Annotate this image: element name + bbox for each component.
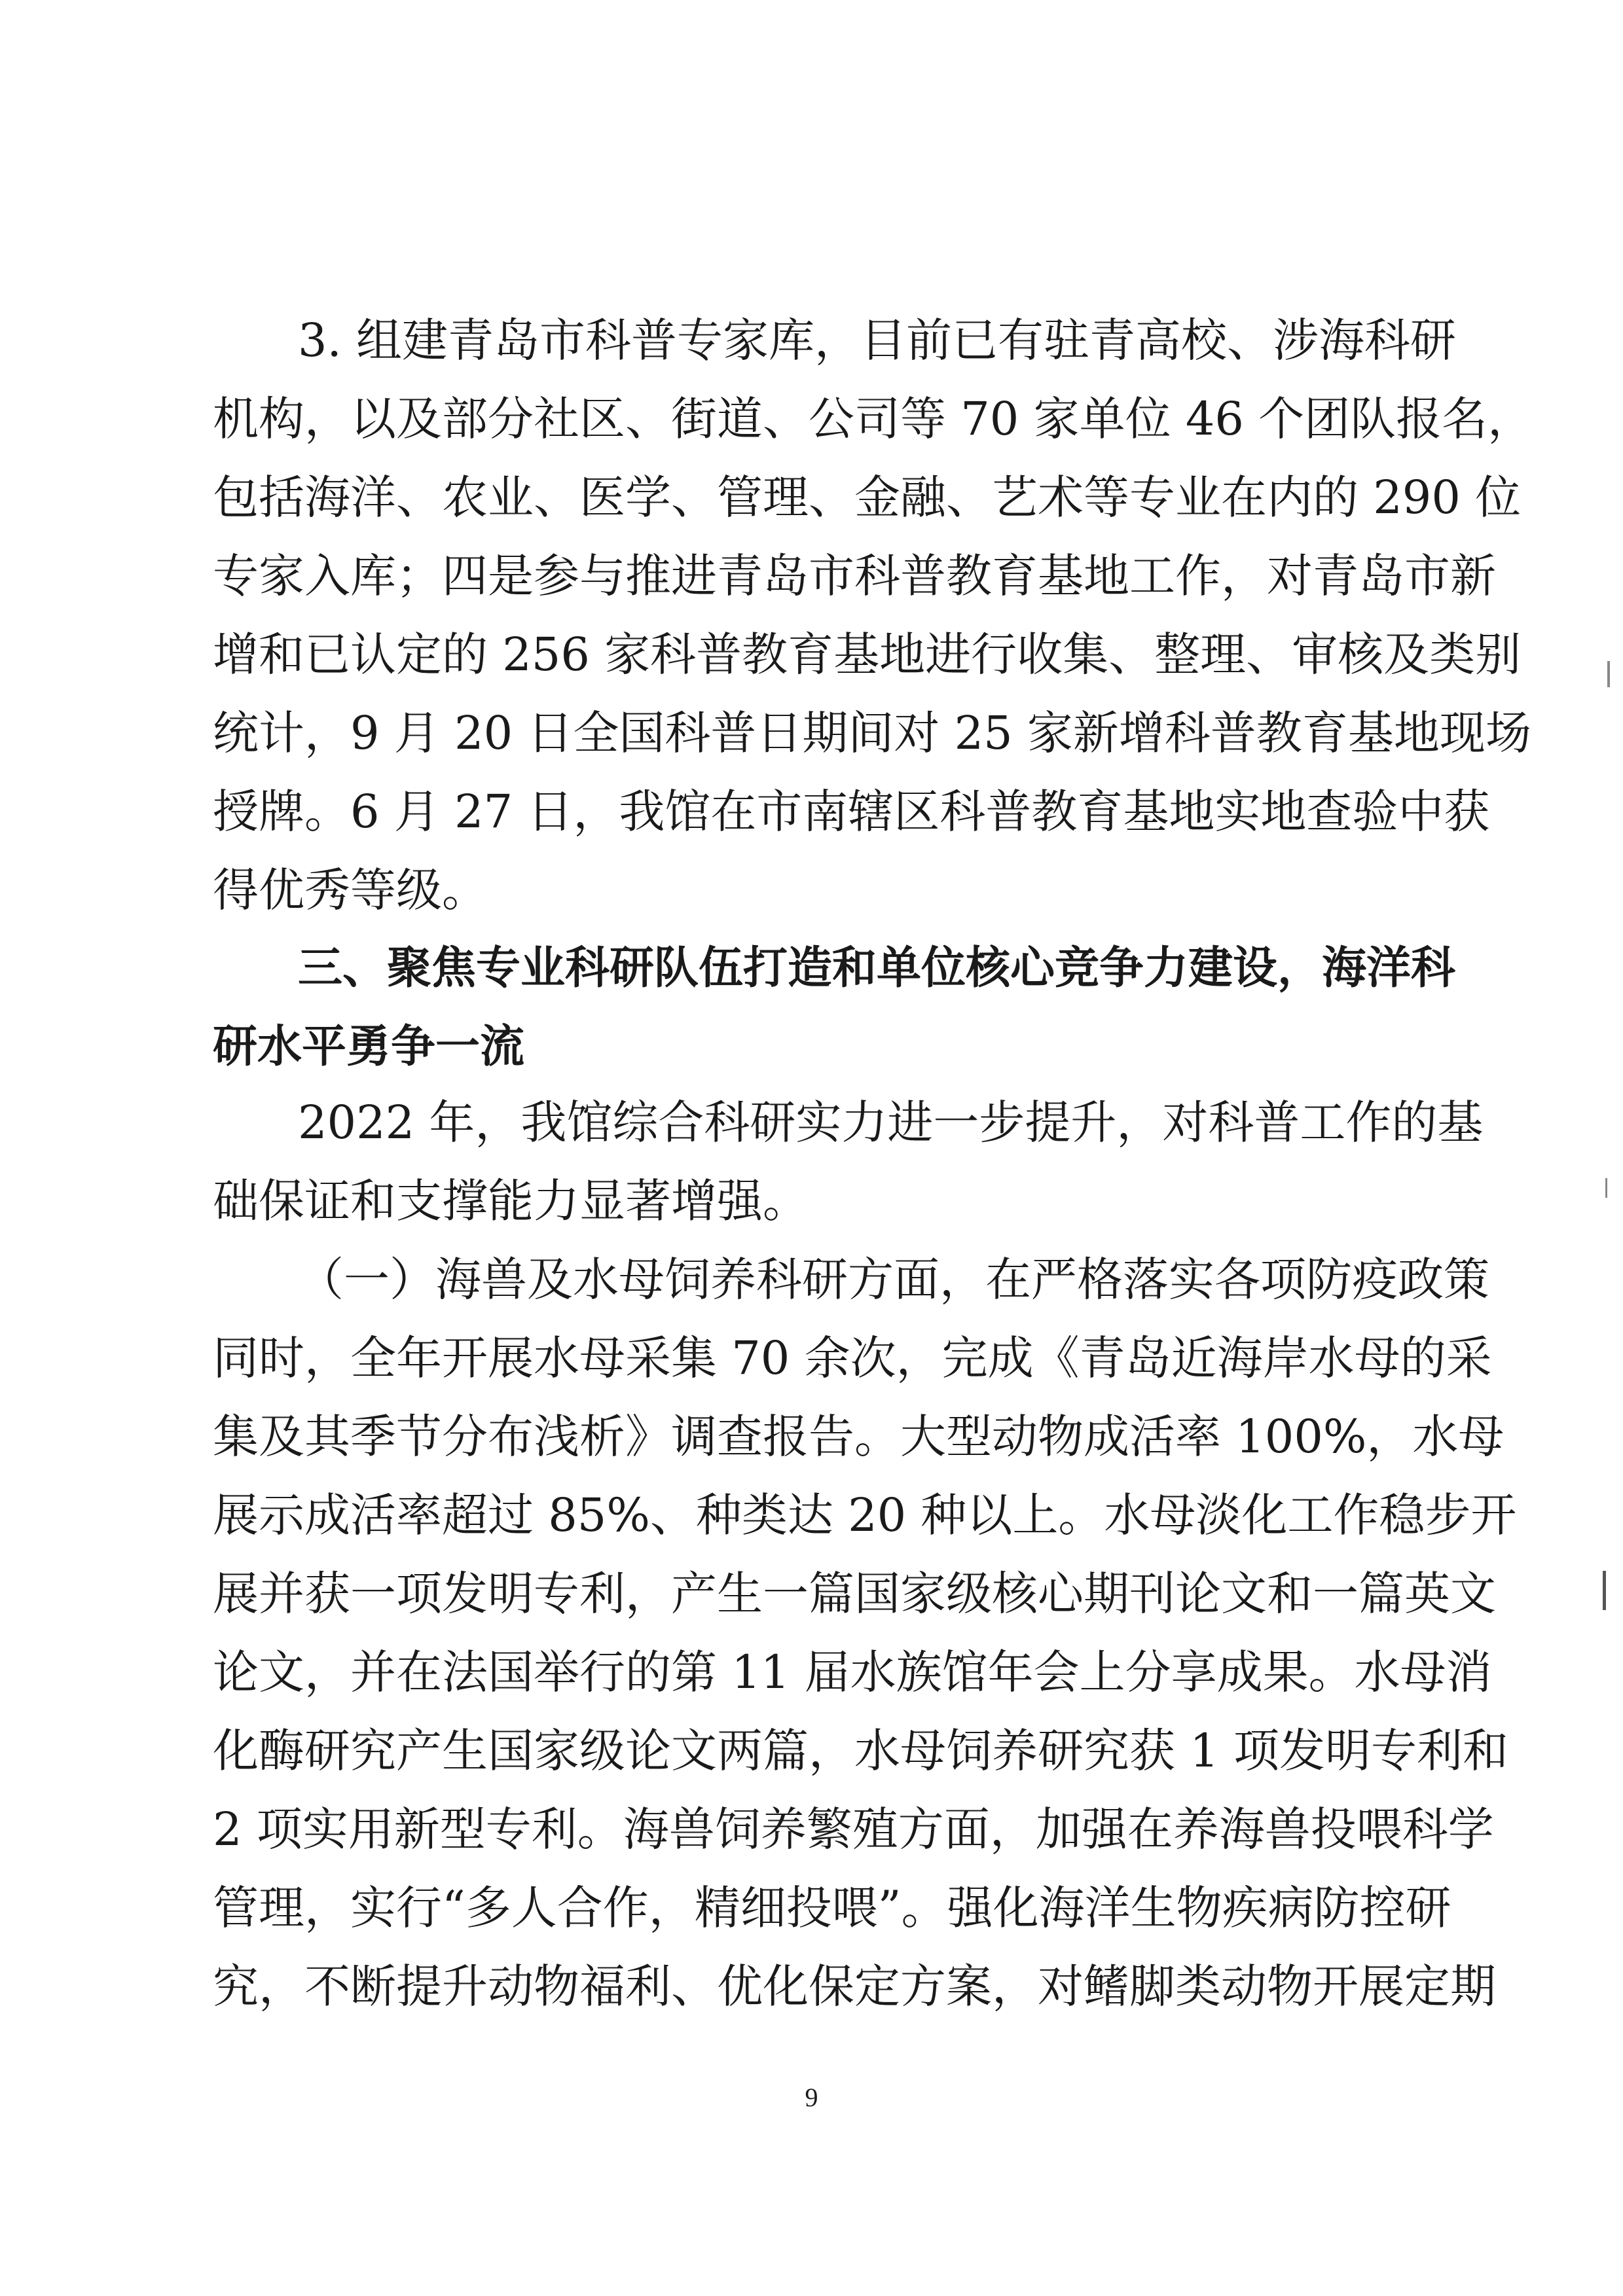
text-line: 究，不断提升动物福利、优化保定方案，对鳍脚类动物开展定期 xyxy=(213,1960,1496,2013)
page-number: 9 xyxy=(805,2083,818,2112)
section-heading: 研水平勇争一流 xyxy=(213,1021,525,1073)
text-line: 集及其季节分布浅析》调查报告。大型动物成活率 100%，水母 xyxy=(213,1410,1504,1463)
text-line: 统计，9 月 20 日全国科普日期间对 25 家新增科普教育基地现场 xyxy=(213,706,1531,760)
scan-artifact xyxy=(1607,661,1610,687)
section-heading: 三、聚焦专业科研队伍打造和单位核心竞争力建设，海洋科 xyxy=(298,942,1456,994)
scan-artifact xyxy=(1605,1178,1607,1198)
text-line: 化酶研究产生国家级论文两篇，水母饲养研究获 1 项发明专利和 xyxy=(213,1724,1509,1778)
text-line: 授牌。6 月 27 日，我馆在市南辖区科普教育基地实地查验中获 xyxy=(213,785,1490,838)
scan-artifact xyxy=(1603,1571,1606,1610)
text-line: 2022 年，我馆综合科研实力进一步提升，对科普工作的基 xyxy=(298,1096,1484,1149)
text-line: 管理，实行“多人合作，精细投喂”。强化海洋生物疾病防控研 xyxy=(213,1881,1451,1935)
text-line: 论文，并在法国举行的第 11 届水族馆年会上分享成果。水母消 xyxy=(213,1645,1492,1699)
text-line: 展示成活率超过 85%、种类达 20 种以上。水母淡化工作稳步开 xyxy=(213,1488,1517,1542)
text-line: （一）海兽及水母饲养科研方面，在严格落实各项防疫政策 xyxy=(298,1253,1489,1306)
text-line: 得优秀等级。 xyxy=(213,863,488,917)
text-line: 包括海洋、农业、医学、管理、金融、艺术等专业在内的 290 位 xyxy=(213,471,1522,524)
text-line: 展并获一项发明专利，产生一篇国家级核心期刊论文和一篇英文 xyxy=(213,1567,1496,1621)
text-line: 2 项实用新型专利。海兽饲养繁殖方面，加强在养海兽投喂科学 xyxy=(213,1803,1494,1856)
text-line: 机构，以及部分社区、街道、公司等 70 家单位 46 个团队报名， xyxy=(213,392,1534,446)
text-line: 专家入库；四是参与推进青岛市科普教育基地工作，对青岛市新 xyxy=(213,549,1496,603)
text-line: 增和已认定的 256 家科普教育基地进行收集、整理、审核及类别 xyxy=(213,628,1522,681)
text-line: 3. 组建青岛市科普专家库，目前已有驻青高校、涉海科研 xyxy=(298,314,1457,367)
text-line: 同时，全年开展水母采集 70 余次，完成《青岛近海岸水母的采 xyxy=(213,1331,1492,1385)
text-line: 础保证和支撑能力显著增强。 xyxy=(213,1174,809,1228)
